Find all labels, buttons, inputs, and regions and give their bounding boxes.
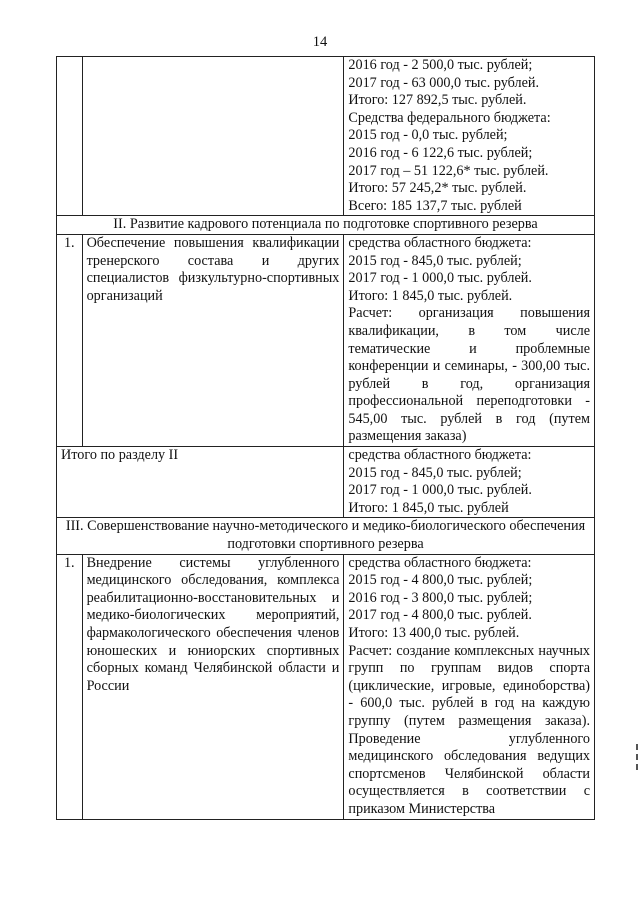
item-name: Обеспечение повышения квалификации тренерского состава и других специалистов физкультурно-спортивных организаций <box>82 234 344 446</box>
program-table <box>56 56 595 820</box>
item-number: 1. <box>57 554 83 819</box>
funding-line: Средства федерального бюджета: <box>348 109 551 126</box>
funding-line: 2016 год - 2 500,0 тыс. рублей; <box>348 57 533 73</box>
item-funding-cell <box>344 554 595 819</box>
continuation-funding-cell <box>344 57 595 216</box>
item-number: 1. <box>57 234 83 446</box>
funding-line: Всего: 185 137,7 тыс. рублей <box>348 197 522 214</box>
calculation-text: Расчет: создание комплексных научных групп по группам видов спорта (циклические, игровые, единоборства) - 600,0 тыс. рублей в год на каждую группу (путем размещения заказа). Проведение углубленного медицинского обследования ведущих спортсменов Челябинской области осуществляется в соответствии с приказом Министерства <box>348 642 590 817</box>
funding-line: средства областного бюджета: <box>348 234 532 251</box>
scan-edge-mark <box>634 740 640 780</box>
item-name: Внедрение системы углубленного медицинского обследования, комплекса реабилитационно-восстановительных и медико-биологических мероприятий, фармакологического обеспечения членов юношеских и юниорских спортивных сборных команд Челябинской области и России <box>82 554 344 819</box>
funding-line: 2015 год - 845,0 тыс. рублей; <box>348 464 522 481</box>
scan-edge-dot <box>636 764 638 770</box>
section-2-title: II. Развитие кадрового потенциала по подготовке спортивного резерва <box>57 216 595 235</box>
funding-line: Итого: 1 845,0 тыс. рублей. <box>348 287 513 304</box>
section-total-funding-cell <box>344 447 595 518</box>
funding-line: 2016 год - 6 122,6 тыс. рублей; <box>348 144 533 161</box>
continuation-num-cell <box>57 57 83 216</box>
funding-line: Итого: 13 400,0 тыс. рублей. <box>348 625 520 641</box>
funding-line: средства областного бюджета: <box>348 447 532 464</box>
section-3-header-row <box>57 518 595 554</box>
funding-line: 2015 год - 845,0 тыс. рублей; <box>348 252 522 269</box>
scan-edge-dot <box>636 754 638 760</box>
section-3-item-1-row <box>57 554 595 819</box>
funding-line: 2015 год - 4 800,0 тыс. рублей; <box>348 572 533 589</box>
continuation-row <box>57 57 595 216</box>
page-number: 14 <box>312 34 328 50</box>
funding-line: 2015 год - 0,0 тыс. рублей; <box>348 127 508 144</box>
funding-line: 2017 год - 4 800,0 тыс. рублей. <box>348 607 532 624</box>
section-2-item-1-row <box>57 234 595 446</box>
section-3-title: III. Совершенствование научно-методического и медико-биологического обеспечения подготовки спортивного резерва <box>57 518 595 554</box>
funding-line: Итого: 57 245,2* тыс. рублей. <box>348 180 527 197</box>
funding-line: 2016 год - 3 800,0 тыс. рублей; <box>348 589 533 606</box>
scan-edge-dot <box>636 744 638 750</box>
continuation-name-cell <box>82 57 344 216</box>
item-funding-cell <box>344 234 595 446</box>
calculation-text: Расчет: организация повышения квалификации, в том числе тематические и проблемные конференции и семинары, - 300,00 тыс. рублей в год, организация профессиональной переподготовки - 545,00 тыс. рублей в год (путем размещения заказа) <box>348 305 590 445</box>
funding-line: 2017 год - 1 000,0 тыс. рублей. <box>348 482 532 499</box>
funding-line: средства областного бюджета: <box>348 554 532 571</box>
section-total-label: Итого по разделу II <box>57 447 344 518</box>
section-2-header-row <box>57 216 595 235</box>
funding-line: 2017 год - 1 000,0 тыс. рублей. <box>348 270 532 287</box>
funding-line: 2017 год - 63 000,0 тыс. рублей. <box>348 74 540 91</box>
funding-line: Итого: 127 892,5 тыс. рублей. <box>348 92 527 109</box>
section-2-total-row <box>57 447 595 518</box>
funding-line: Итого: 1 845,0 тыс. рублей <box>348 499 509 516</box>
funding-line: 2017 год – 51 122,6* тыс. рублей. <box>348 162 549 179</box>
